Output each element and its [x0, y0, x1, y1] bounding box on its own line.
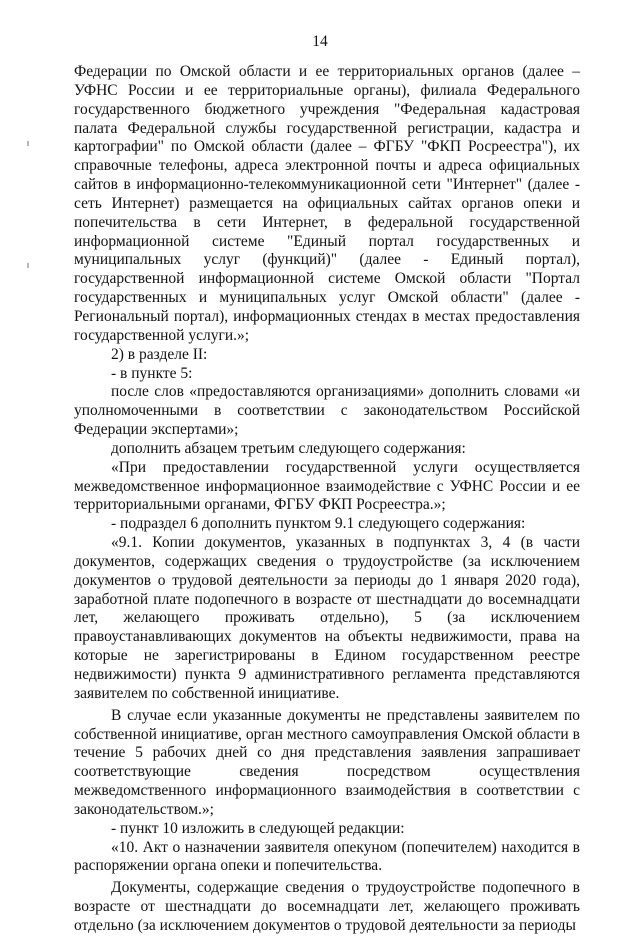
paragraph: - пункт 10 изложить в следующей редакции: [111, 819, 405, 837]
paragraph: дополнить абзацем третьим следующего содержания: [111, 439, 466, 457]
paragraph: «При предоставлении государственной услуги осуществляется межведомственное информационное взаимодействие с УФНС России и ее территориальными органами, ФГБУ ФКП Росреестра.»; [74, 458, 580, 514]
paragraph: Документы, содержащие сведения о трудоустройстве подопечного в возрасте от шестнадцати до восемнадцати лет, желающего проживать отдельно (за исключением документов о трудовой деятельности за периоды [74, 879, 580, 934]
paragraph: - в пункте 5: [111, 364, 193, 382]
paragraph: В случае если указанные документы не представлены заявителем по собственной инициативе, орган местного самоуправления Омской области в течение 5 рабочих дней со дня представления заявления запрашивает соответствующие сведения посредством осуществления межведомственного информационного взаимодействия в соответствии с законодательством.»; [74, 706, 580, 818]
paragraph: «10. Акт о назначении заявителя опекуном (попечителем) находится в распоряжении органа опеки и попечительства. [74, 838, 580, 875]
paragraph: «9.1. Копии документов, указанных в подпунктах 3, 4 (в части документов, содержащих сведения о трудоустройстве (за исключением документов о трудовой деятельности за периоды до 1 января 2020 года), заработной плате подопечного в возрасте от шестнадцати до восемнадцати лет, желающего проживать отдельно), 5 (за исключением правоустанавливающих документов на объекты недвижимости, права на которые не зарегистрированы в Едином государственном реестре недвижимости) пункта 9 административного регламента представляются заявителем по собственной инициативе. [74, 534, 580, 702]
paragraph: - подраздел 6 дополнить пунктом 9.1 следующего содержания: [111, 515, 526, 533]
paragraph: Федерации по Омской области и ее территориальных органов (далее – УФНС России и ее территориальные органы), филиала Федерального государственного бюджетного учреждения "Федеральная кадастровая палата Федеральной службы государственной регистрации, кадастра и картографии" по Омской области (далее – ФГБУ "ФКП Росреестра"), их справочные телефоны, адреса электронной почты и адреса официальных сайтов в информационно-телекоммуникационной сети "Интернет" (далее - сеть Интернет) размещается на официальных сайтах органов опеки и попечительства в сети Интернет, в федеральной государственной информационной системе "Единый портал государственных и муниципальных услуг (функций)" (далее - Единый портал), государственной информационной системе Омской области "Портал государственных и муниципальных услуг Омской области" (далее - Региональный портал), информационных стендах в местах предоставления государственной услуги.»; [74, 63, 580, 344]
margin-mark [27, 263, 29, 268]
paragraph: после слов «предоставляются организациями» дополнить словами «и уполномоченными в соответствии с законодательством Российской Федерации экспертами»; [74, 383, 580, 439]
paragraph: 2) в разделе II: [111, 345, 208, 363]
margin-mark [27, 141, 29, 146]
document-body [74, 63, 580, 936]
page-number: 14 [312, 33, 328, 50]
